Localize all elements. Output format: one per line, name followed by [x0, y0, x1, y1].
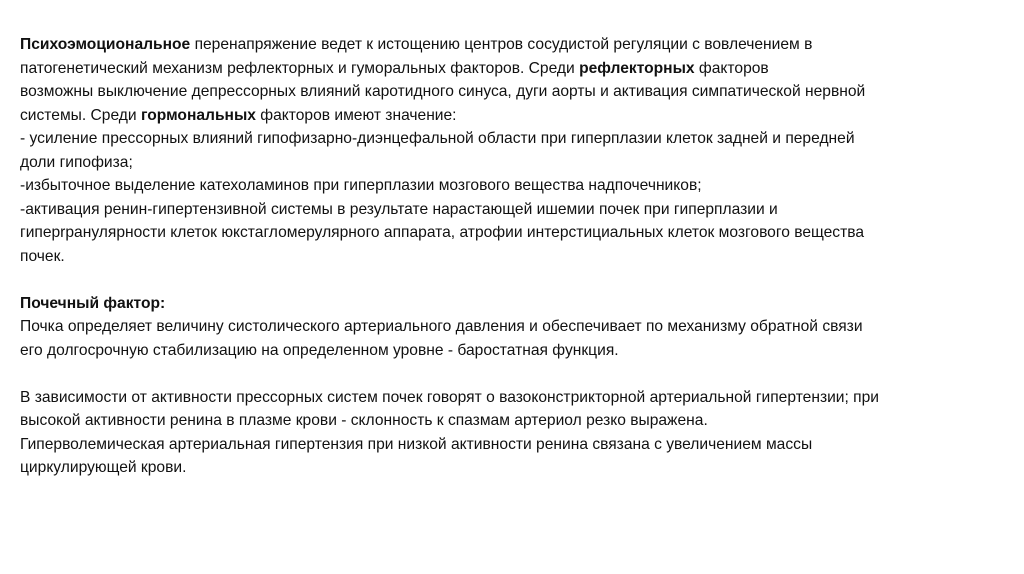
- text-line: [20, 33, 1010, 57]
- bold-term: Психоэмоциональное: [20, 36, 191, 53]
- text-line: его долгосрочную стабилизацию на определенном уровне - баростатная функция.: [20, 341, 619, 359]
- text-fragment: системы. Среди: [20, 106, 141, 124]
- text-line: возможны выключение депрессорных влияний каротидного синуса, дуги аорты и активация симпатической нервной: [20, 83, 866, 100]
- text-line: доли гипофиза;: [20, 153, 133, 171]
- text-line: высокой активности ренина в плазме крови - склонность к спазмам артериол резко выражена.: [20, 412, 708, 429]
- text-line: гиперrранулярности клеток юкстагломерулярного аппарата, атрофии интерстициальных клеток мозгового вещества: [20, 224, 865, 241]
- text-line: [20, 104, 1010, 128]
- text-fragment: факторов: [694, 59, 769, 77]
- text-line: циркулирующей крови.: [20, 459, 187, 476]
- text-fragment: перенапряжение ведет к истощению центров сосудистой регуляции с вовлечением в: [190, 36, 813, 53]
- bold-term: рефлекторных: [579, 59, 695, 77]
- text-line: Гиперволемическая артериальная гипертензия при низкой активности ренина связана с увеличением массы: [20, 435, 813, 453]
- paragraph-gap: [20, 362, 1010, 386]
- paragraph-gap: [20, 268, 1010, 292]
- list-item: - усиление прессорных влияний гипофизарно-диэнцефальной области при гиперплазии клеток задней и передней: [20, 130, 855, 147]
- slide-text: [20, 33, 1010, 480]
- text-fragment: патогенетический механизм рефлекторных и гуморальных факторов. Среди: [20, 59, 580, 77]
- paragraph-renal-factor: [20, 292, 1010, 363]
- text-line: Почка определяет величину систолического артериального давления и обеспечивает по механизму обратной связи: [20, 318, 863, 335]
- text-line: [20, 57, 1010, 81]
- paragraph-pathogenesis: [20, 33, 1010, 268]
- bold-term: гормональных: [140, 106, 256, 124]
- heading-text: Почечный фактор:: [20, 294, 166, 312]
- text-line: почек.: [20, 247, 65, 265]
- list-item: -активация ренин-гипертензивной системы в результате нарастающей ишемии почек при гиперплазии и: [20, 200, 778, 218]
- paragraph-renin-activity: [20, 386, 1010, 480]
- section-heading: [20, 292, 1010, 316]
- text-line: В зависимости от активности прессорных систем почек говорят о вазоконстрикторной артериальной гипертензии; при: [20, 388, 880, 406]
- list-item: -избыточное выделение катехоламинов при гиперплазии мозгового вещества надпочечников;: [20, 177, 702, 194]
- text-fragment: факторов имеют значение:: [255, 106, 457, 124]
